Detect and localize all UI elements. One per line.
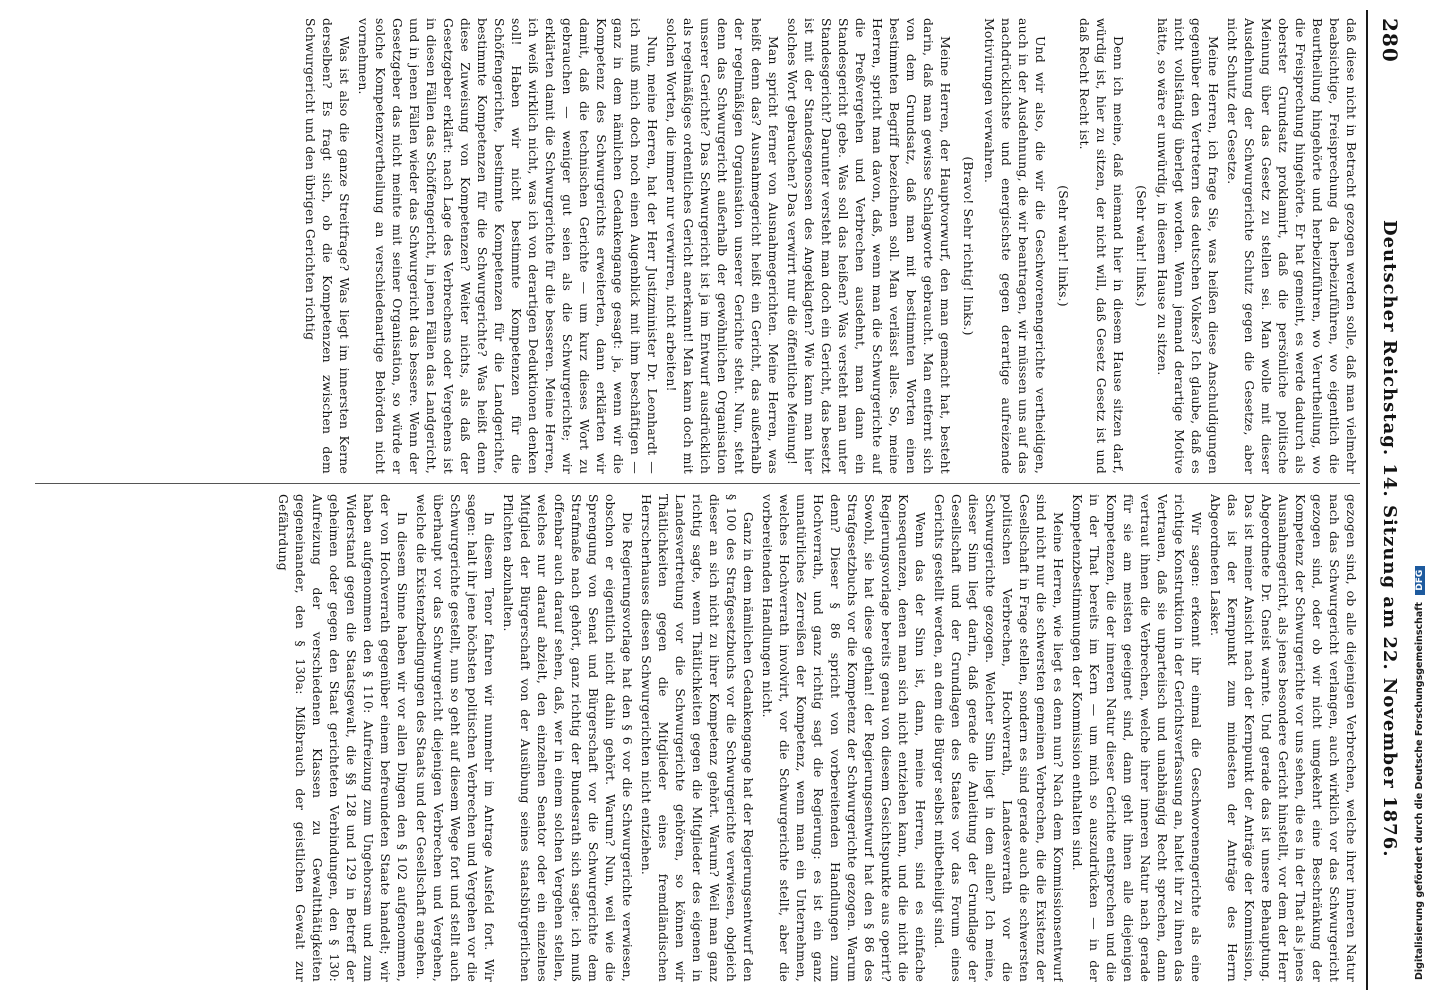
left-column xyxy=(35,18,1360,474)
left-paragraph-6: Man spricht ferner von Ausnahmegerichten. Meine Herren, was heißt denn das? Ausnahmegericht heißt ein Gericht, das außerhalb der regelmäßigen Organisation unserer Gerichte steht. Nun, steht denn das Schwurgericht außerhalb der gewöhnlichen Organisation unserer Gerichte? Das Schwurgericht ist ja im Entwurf ausdrücklich als regelmäßiges ordentliches Gericht anerkannt! Man kann doch mit solchen Worten, die immer nur verwirren, nicht arbeiten! xyxy=(664,18,781,474)
right-paragraph-6: Die Regierungsvorlage hat den § 6 vor die Schwurgerichte verwiesen, obschon er eigentlich nicht dahin gehört. Warum? Nun, weil wie die Sprengung von Senat und Bürgerschaft vor die Schwurgerichte dem Strafmaße nach gehört, ganz richtig der Bundesrath sich sagte: ich muß offenbar auch darauf sehen, daß, wer in einem solchen Vergehen stellen, welches nur darauf abzielt, den einzelnen Senator oder ein einzelnes Mitglied der Bürgerschaft von der Ausübung seines staatsbürgerlichen Pflichten abzuhalten. xyxy=(501,494,635,982)
column-divider xyxy=(35,483,1360,484)
running-title: Deutscher Reichstag. 14. Sitzung am 22. November 1876. xyxy=(1379,220,1400,858)
right-column xyxy=(35,494,1360,982)
right-paragraph-4: Wenn das der Sinn ist, dann, meine Herren, sind es einfache Konsequenzen, denen man sich nicht entziehen kann, und die nicht die Regierungsvorlage bereits genau von diesem Gesichtspunkte aus operirt? Sowohl, sie hat diese gethan! der Regierungsentwurf hat den § 86 des Strafgesetzbuchs vor die Kompetenz der Schwurgerichte gezogen. Warum denn? Dieser § 86 spricht von vorbereitenden Handlungen zum Hochverrath, und ganz richtig sagt die Regierung: es ist ein ganz unnatürliches Zerreißen der Kompetenz, wenn man ein Unternehmen, welches Hochverrath involvirt, vor die Schwurgerichte stellt, aber die vorbereitenden Handlungen nicht. xyxy=(760,494,928,982)
left-remark-3: (Bravo! Sehr richtig! links.) xyxy=(961,156,976,336)
left-paragraph-8: Was ist also die ganze Streitfrage? Was liegt im innersten Kerne derselben? Es fragt sich, ob die Kompetenzen zwischen dem Schwurgericht und den übrigen Gerichten richtig xyxy=(303,18,352,474)
right-paragraph-3: Meine Herren, wie liegt es denn nun? Nach dem Kommissionsentwurf sind nicht nur die schwersten gemeinen Verbrechen, die die Existenz der Gesellschaft in Frage stellen, sondern es sind gerade auch die schwersten politischen Verbrechen, Hochverrath, Landesverrath vor die Schwurgerichte gezogen. Welcher Sinn liegt in dem allen? Ich meine, dieser Sinn liegt darin, daß gerade die Anleitung der Grundlage der Gesellschaft und der Grundlagen des Staates vor das Forum eines Gerichts gestellt werden, an dem die Bürger selbst mitbetheiligt sind. xyxy=(932,494,1066,982)
rotated-page-content xyxy=(24,10,1404,990)
left-paragraph-4: Und wir also, die wir die Geschworenengerichte vertheidigen, auch in der Ausdehnung, die wir beantragen, wir müssen uns auf das nachdrücklichste und energischste gegen derartige aufreizende Motivirungen verwahren. xyxy=(982,18,1048,474)
right-paragraph-2: Wir sagen: erkennt ihr einmal die Geschworenengerichte als eine richtige Konstruktion in der Gerichtsverfassung an, haltet ihr zu ihnen das Vertrauen, daß sie unparteiisch und unabhängig Recht sprechen, dann vertraut ihnen die Verbrechen, welche ihrer inneren Natur nach gerade für sie am meisten geeignet sind, dann geht ihnen alle diejenigen Kompetenzen, die der inneren Natur dieser Gerichte entsprechen und die in der That bereits im Kern — um mich so auszudrücken — in der Kompetenzbestimmungen der Kommission enthalten sind. xyxy=(1070,494,1204,982)
digitization-notice xyxy=(1414,20,1425,980)
left-paragraph-7: Nun, meine Herren, hat der Herr Justizminister Dr. Leonhardt — ich muß mich doch noch einen Augenblick mit ihm beschäftigen — ganz in dem nämlichen Gedankengange gesagt: ja, wenn wir die Kompetenz des Schwurgerichts erweiterten, dann erklärten wir damit, daß die technischen Gerichte — um kurz dieses Wort zu gebrauchen — weniger gut seien als die Schwurgerichte; wir erklärten damit die Schwurgerichte für die besseren. Meine Herren, ich weiß wirklich nicht, was ich von derartigen Deduktionen denken soll! Haben wir nicht bestimmte Kompetenzen für die Schöffengerichte, bestimmte Kompetenzen für die Landgerichte, bestimmte Kompetenzen für die Schwurgerichte? Was heißt denn diese Zuweisung von Kompetenzen? Weiter nichts, als daß der Gesetzgeber erklärt: nach Lage des Verbrechens oder Vergehens ist in diesen Fällen das Schöffengericht, in jenen Fällen das Landgericht, und in jenen Fällen wieder das Schwurgericht das bessere. Wenn der Gesetzgeber das nicht meinte mit seiner Organisation, so würde er solche Kompetenzvertheilung an verschiedenartige Behörden nicht vornehmen. xyxy=(356,18,660,474)
right-paragraph-8: In diesem Sinne haben wir vor allen Dingen den § 102 aufgenommen, der von Hochverrath gegenüber einem befreundeten Staate handelt; wir haben aufgenommen den § 110: Aufreizung zum Ungehorsam und zum Widerstand gegen die Staatsgewalt, die §§ 128 und 129 in Betreff der geheimen oder gegen den Staat gerichteten Verbindungen, den § 130: Aufreizung der verschiedenen Klassen zu Gewaltthätigkeiten gegeneinander, den § 130a: Mißbrauch der geistlichen Gewalt zur Gefährdung xyxy=(276,494,410,982)
right-paragraph-1: gezogen sind, ob alle diejenigen Verbrechen, welche ihrer inneren Natur nach das Schwurgericht verlangen, auch wirklich vor das Schwurgericht gezogen sind, oder ob wir nicht umgekehrt eine Beschränkung der Kompetenz der Schwurgerichte vor uns sehen, die es in der That als jenes Ausnahmegericht, als jenes besondere Gericht hinstellt, vor dem der Herr Abgeordnete Dr. Gneist warnte. Und gerade das ist unsere Behauptung. Das ist meiner Ansicht nach der Kernpunkt der Anträge der Kommission, das ist der Kernpunkt zum mindesten der Anträge des Herrn Abgeordneten Lasker. xyxy=(1208,494,1359,982)
left-paragraph-1: daß diese nicht in Betracht gezogen werden solle, daß man vielmehr beabsichtige, Freisprechung da herbeizuführen, wo eigentlich die Beurtheilung hingehörte und herbeizuführen, wo Verurtheilung, wo die Freisprechung hingehörte. Er hat gemeint, es werde dadurch als oberster Grundsatz proklamirt, daß die persönliche politische Meinung über das Gesetz zu stellen sei. Man wolle mit dieser Ausdehnung der Schwurgerichte Schutz gegen die Gesetze, aber nicht Schutz der Gesetze. xyxy=(1225,18,1359,474)
page-header xyxy=(1374,10,1404,990)
page-number: 280 xyxy=(1378,18,1402,63)
left-remark-1: (Sehr wahr! links.) xyxy=(1134,185,1149,307)
left-remark-2: (Sehr wahr! links.) xyxy=(1056,185,1071,307)
left-paragraph-2: Meine Herren, ich frage Sie, was heißen diese Anschuldigungen gegenüber den Vertretern des deutschen Volkes? Ich glaube, daß es nicht vollständig überlegt worden. Wenn jemand derartige Motive hätte, so wäre er unwürdig, in diesem Hause zu sitzen. xyxy=(1155,18,1221,474)
left-paragraph-3: Denn ich meine, daß niemand hier in diesem Hause sitzen darf, würdig ist, hier zu sitzen, der nicht will, daß Gesetz Gesetz ist und daß Recht Recht ist. xyxy=(1077,18,1126,474)
digitization-notice-text: Digitalisierung gefördert durch die Deutsche Forschungsgemeinschaft xyxy=(1414,602,1425,980)
left-paragraph-5: Meine Herren, der Hauptvorwurf, den man gemacht hat, besteht darin, daß man gewisse Schlagworte gebraucht. Man entfernt sich von dem Grundsatz, daß man mit bestimmten Worten einen bestimmten Begriff bezeichnen soll. Man verlässt alles. So, meine Herren, spricht man davon, daß, wenn man die Schwurgerichte auf die Preßvergehen und Verbrechen ausdehnt, man dann ein Standesgericht gebe. Was soll das heißen? Was versteht man unter Standesgericht? Darunter versteht man doch ein Gericht, das besetzt ist mit der Standesgenossen des Angeklagten? Wie kann man hier solches Wort gebrauchen? Das verwirrt nur die öffentliche Meinung! xyxy=(785,18,953,474)
right-paragraph-7: In diesem Tenor fahren wir nunmehr im Antrage Ausfeld fort. Wir sagen: halt ihr jene höchsten politischen Verbrechen und Vergehen vor die Schwurgerichte gestellt, nun so geht auf diesem Wege fort und stellt auch überhaupt vor das Schwurgericht diejenigen Verbrechen und Vergehen, welche die Existenzbedingungen des Staats und der Gesellschaft angehen. xyxy=(414,494,497,982)
dfg-logo: DFG xyxy=(1415,566,1425,595)
header-rule xyxy=(1366,10,1368,990)
right-paragraph-5: Ganz in dem nämlichen Gedankengange hat der Regierungsentwurf den § 100 des Strafgesetzbuchs vor die Schwurgerichte verwiesen, obgleich dieser an sich nicht zu ihrer Kompetenz gehört. Warum? Weil man ganz richtig sagte, wenn Thätlichkeiten gegen die Mitglieder des eigenen in Landesvertretung vor die Schwurgerichte gehören, so können wir Thätlichkeiten gegen die Mitglieder eines fremdländischen Herrscherhauses diesen Schwurgerichten nicht entziehen. xyxy=(639,494,756,982)
